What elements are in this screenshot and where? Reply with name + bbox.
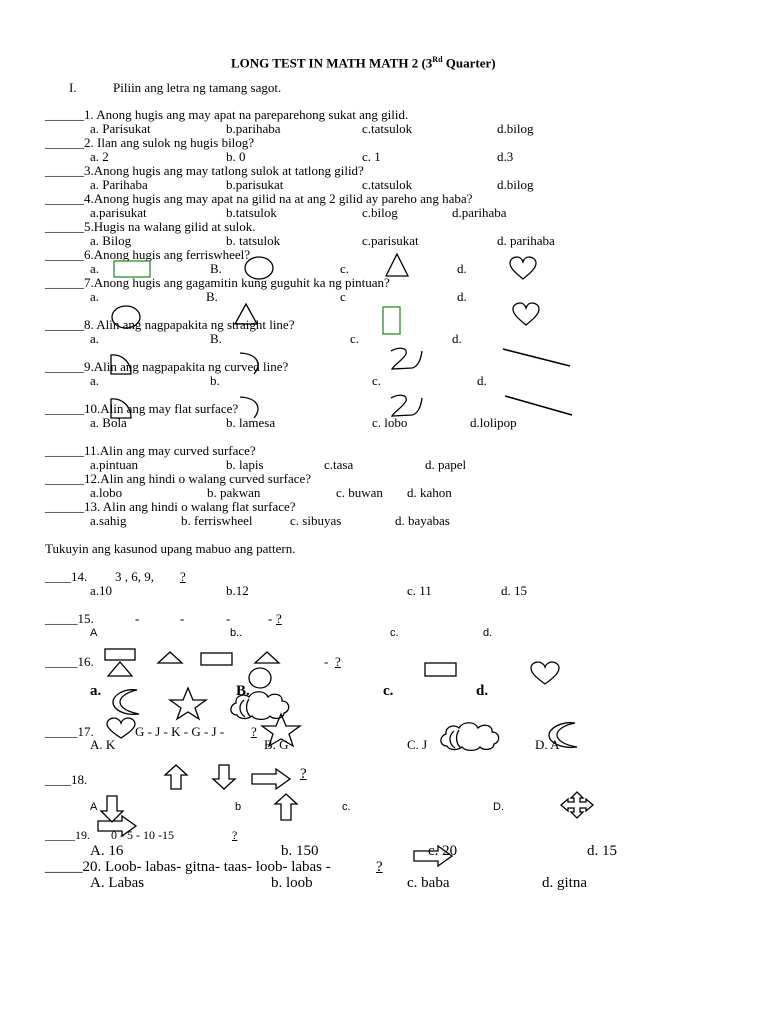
question-7: ______7.Anong hugis ang gagamitin kung guguhit ka ng pintuan?	[45, 275, 390, 290]
q19-answer-mark: ?	[232, 828, 238, 842]
q6-choice-c: c.	[340, 261, 350, 276]
q15-choice-d: d.	[483, 627, 493, 639]
q6-choice-a: a.	[90, 261, 100, 276]
q4-choice-c: c.bilog	[362, 205, 398, 220]
q18-choice-d: D.	[493, 801, 504, 813]
question-10: ______10.Alin ang may flat surface?	[45, 401, 239, 416]
q9-choice-b: b.	[210, 373, 220, 388]
half-circle-shape-icon	[108, 352, 134, 376]
q16-choice-c: c.	[383, 683, 394, 699]
q19-blank: _____19.	[45, 828, 90, 842]
q14-choice-a: a.10	[90, 583, 113, 598]
q4-choice-d: d.parihaba	[452, 205, 507, 220]
section-2-instruction: Tukuyin ang kasunod upang mabuo ang pattern.	[45, 541, 296, 556]
section-1-numeral: I.	[69, 80, 77, 95]
question-20: _____20. Loob- labas- gitna- taas- loob- labas -	[45, 859, 331, 875]
q15-dash: -	[135, 611, 140, 626]
q20-choice-c: c. baba	[407, 875, 450, 891]
q3-choice-c: c.tatsulok	[362, 177, 413, 192]
q17-answer-mark: ?	[251, 724, 257, 739]
rectangle-shape-icon	[199, 651, 235, 667]
q16-answer-mark: ?	[335, 654, 341, 669]
q14-blank: ____14.	[45, 569, 88, 584]
q1-choice-c: c.tatsulok	[362, 121, 413, 136]
q15-dash: -	[180, 611, 185, 626]
q15-choice-a: A	[90, 627, 98, 639]
question-8: ______8. Alin ang nagpapakita ng straight line?	[45, 317, 295, 332]
q5-choice-a: a. Bilog	[90, 233, 132, 248]
q10-choice-d: d.lolipop	[470, 415, 517, 430]
q3-choice-b: b.parisukat	[226, 177, 284, 192]
q11-choice-b: b. lapis	[226, 457, 264, 472]
q6-choice-d: d.	[457, 261, 467, 276]
arrow-down-icon	[210, 763, 238, 791]
q18-answer-mark: ?	[300, 766, 307, 782]
q18-blank: ____18.	[45, 772, 88, 787]
q8-choice-d: d.	[452, 331, 462, 346]
q14-choice-d: d. 15	[501, 583, 527, 598]
q9-choice-d: d.	[477, 373, 487, 388]
q19-choice-b: b. 150	[281, 843, 319, 859]
q3-choice-d: d.bilog	[497, 177, 534, 192]
arrow-up-icon	[162, 763, 190, 791]
q2-choice-a: a. 2	[90, 149, 109, 164]
q19-choice-d: d. 15	[587, 843, 617, 859]
question-13: ______13. Alin ang hindi o walang flat surface?	[45, 499, 296, 514]
q14-choice-c: c. 11	[407, 583, 432, 598]
q7-choice-d: d.	[457, 289, 467, 304]
q18-choice-c: c.	[342, 801, 351, 813]
q8-choice-b: B.	[210, 331, 222, 346]
q2-choice-b: b. 0	[226, 149, 246, 164]
q16-blank: _____16.	[45, 654, 94, 669]
circle-shape-icon	[246, 666, 274, 690]
squiggle-line-icon	[388, 345, 428, 373]
q10-choice-a: a. Bola	[90, 415, 127, 430]
q15-answer-mark: ?	[276, 611, 282, 626]
q15-dash: -	[268, 611, 273, 626]
q16-dash: -	[324, 654, 329, 669]
q5-choice-b: b. tatsulok	[226, 233, 281, 248]
q16-choice-d: d.	[476, 683, 489, 699]
q12-choice-a: a.lobo	[90, 485, 123, 500]
squiggle-line-icon	[388, 392, 428, 420]
q14-sequence: 3 , 6, 9,	[115, 569, 154, 584]
q7-choice-a: a.	[90, 289, 100, 304]
q1-choice-d: d.bilog	[497, 121, 534, 136]
q11-choice-d: d. papel	[425, 457, 467, 472]
straight-line-icon	[502, 393, 576, 419]
q10-choice-b: b. lamesa	[226, 415, 276, 430]
triangle-shape-icon	[155, 650, 185, 666]
q13-choice-b: b. ferriswheel	[181, 513, 253, 528]
q20-choice-d: d. gitna	[542, 875, 587, 891]
q17-blank: _____17.	[45, 724, 94, 739]
q2-choice-d: d.3	[497, 149, 514, 164]
section-1-instruction: Piliin ang letra ng tamang sagot.	[113, 80, 282, 95]
q12-choice-c: c. buwan	[336, 485, 383, 500]
q14-choice-b: b.12	[226, 583, 249, 598]
q4-choice-a: a.parisukat	[90, 205, 147, 220]
q2-choice-c: c. 1	[362, 149, 381, 164]
q7-choice-c: c	[340, 289, 346, 304]
arrow-up-icon	[272, 792, 300, 822]
q9-choice-a: a.	[90, 373, 100, 388]
arrow-right-icon	[250, 767, 292, 791]
heart-shape-icon	[512, 303, 540, 327]
triangle-shape-icon	[252, 650, 282, 666]
q13-choice-d: d. bayabas	[395, 513, 450, 528]
question-9: ______9.Alin ang nagpapakita ng curved line?	[45, 359, 289, 374]
question-12: ______12.Alin ang hindi o walang curved surface?	[45, 471, 312, 486]
triangle-shape-icon	[233, 302, 259, 326]
q19-choice-c: c. 20	[428, 843, 458, 859]
q11-choice-c: c.tasa	[324, 457, 354, 472]
question-2: ______2. Ilan ang sulok ng hugis bilog?	[45, 135, 255, 150]
heart-shape-icon	[509, 257, 537, 281]
q17-choice-a: A. K	[90, 737, 116, 752]
q3-choice-a: a. Parihaba	[90, 177, 148, 192]
q18-choice-b: b	[235, 801, 242, 813]
q11-choice-a: a.pintuan	[90, 457, 139, 472]
question-6: ______6.Anong hugis ang ferriswheel?	[45, 247, 251, 262]
q18-choice-a: A	[90, 801, 98, 813]
q4-choice-b: b.tatsulok	[226, 205, 277, 220]
q12-choice-d: d. kahon	[407, 485, 452, 500]
q15-choice-b: b..	[230, 627, 243, 639]
cloud-shape-icon	[437, 720, 505, 752]
rectangle-shape-icon	[423, 661, 459, 679]
q16-choice-b: B.	[236, 683, 250, 699]
curved-stroke-icon	[236, 394, 266, 420]
rectangle-with-triangle-icon	[102, 647, 138, 679]
half-circle-shape-icon	[108, 396, 134, 420]
curved-stroke-icon	[236, 350, 266, 376]
four-way-arrow-icon	[559, 790, 595, 820]
q20-choice-a: A. Labas	[90, 875, 145, 891]
q20-choice-b: b. loob	[271, 875, 313, 891]
q12-choice-b: b. pakwan	[207, 485, 261, 500]
q6-choice-b: B.	[210, 261, 222, 276]
question-5: ______5.Hugis na walang gilid at sulok.	[45, 219, 256, 234]
q15-blank: _____15.	[45, 611, 94, 626]
q13-choice-c: c. sibuyas	[290, 513, 342, 528]
q17-sequence: G - J - K - G - J -	[135, 724, 225, 739]
circle-shape-icon	[110, 305, 142, 329]
heart-shape-icon	[529, 662, 561, 686]
q17-choice-c: C. J	[407, 737, 428, 752]
q19-choice-a: A. 16	[90, 843, 124, 859]
q15-choice-c: c.	[390, 627, 399, 639]
q5-choice-d: d. parihaba	[497, 233, 555, 248]
q9-choice-c: c.	[372, 373, 382, 388]
straight-line-icon	[500, 346, 574, 370]
q15-dash: -	[226, 611, 231, 626]
page-title: LONG TEST IN MATH MATH 2 (3Rd Quarter)	[231, 55, 496, 71]
q8-choice-c: c.	[350, 331, 360, 346]
q7-choice-b: B.	[206, 289, 218, 304]
door-rectangle-icon	[382, 306, 402, 336]
q20-answer-mark: ?	[376, 859, 383, 875]
q10-choice-c: c. lobo	[372, 415, 408, 430]
question-4: ______4.Anong hugis ang may apat na gilid na at ang 2 gilid ay pareho ang haba?	[45, 191, 473, 206]
q5-choice-c: c.parisukat	[362, 233, 419, 248]
question-1: ______1. Anong hugis ang may apat na pareparehong sukat ang gilid.	[45, 107, 409, 122]
q17-choice-d: D. A	[535, 737, 560, 752]
q14-answer-mark: ?	[180, 569, 186, 584]
q1-choice-b: b.parihaba	[226, 121, 281, 136]
crescent-moon-icon	[107, 688, 143, 716]
q17-choice-b: B. G	[264, 737, 289, 752]
q8-choice-a: a.	[90, 331, 100, 346]
q16-choice-a: a.	[90, 683, 102, 699]
q13-choice-a: a.sahig	[90, 513, 127, 528]
question-11: ______11.Alin ang may curved surface?	[45, 443, 256, 458]
question-3: ______3.Anong hugis ang may tatlong sulok at tatlong gilid?	[45, 163, 364, 178]
q1-choice-a: a. Parisukat	[90, 121, 151, 136]
star-shape-icon	[168, 686, 208, 720]
q19-sequence: 0 - 5 - 10 -15	[111, 828, 174, 842]
